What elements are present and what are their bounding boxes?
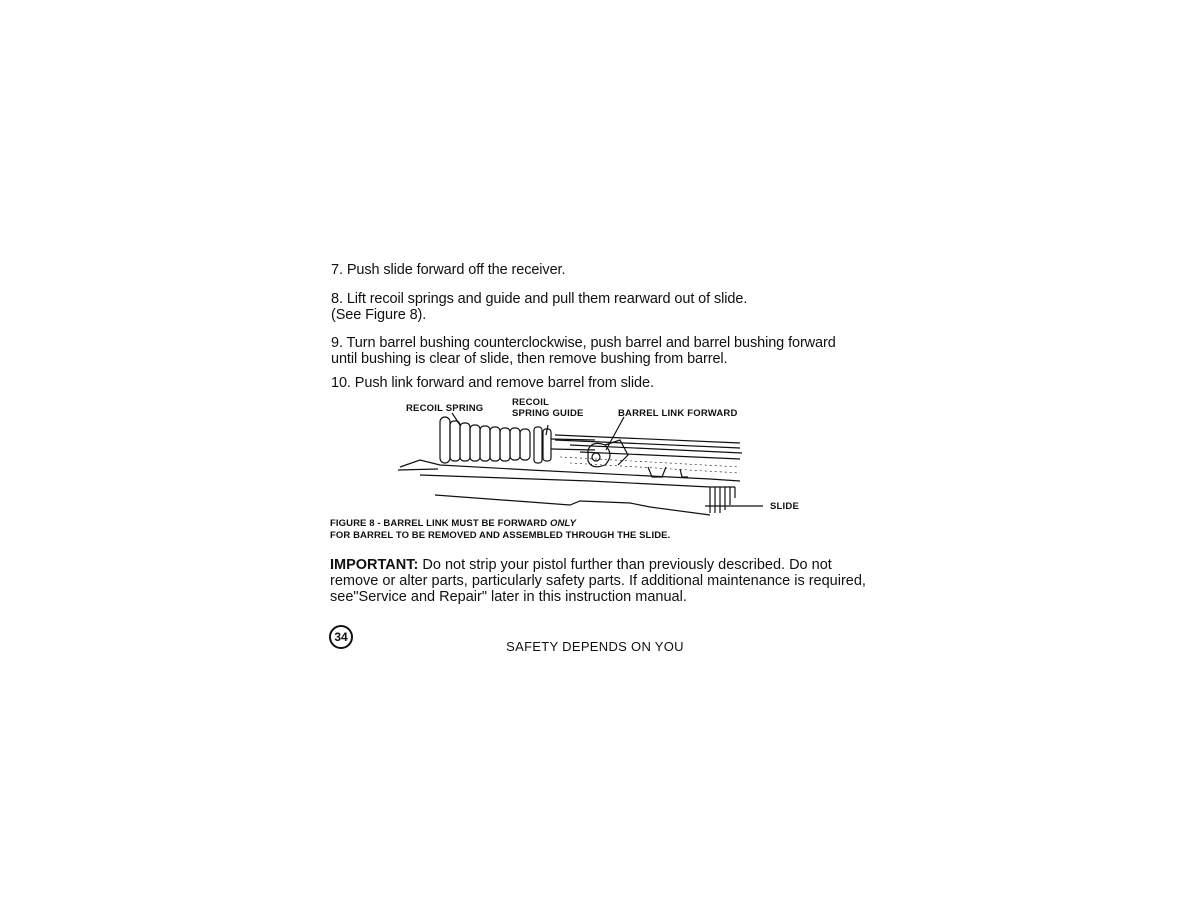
figure-caption-line2: FOR BARREL TO BE REMOVED AND ASSEMBLED THROUGH THE SLIDE. (330, 530, 671, 541)
callout-recoil-spring: RECOIL SPRING (406, 403, 484, 414)
important-label: IMPORTANT: (330, 557, 419, 573)
callout-recoil-spring-guide-line1: RECOIL (512, 397, 550, 408)
step-9-text: 9. Turn barrel bushing counterclockwise, push barrel and barrel bushing forward (331, 335, 836, 351)
figure-caption-line1: FIGURE 8 - BARREL LINK MUST BE FORWARD (330, 518, 548, 529)
step-10 (331, 375, 891, 391)
figure-caption-emphasis: ONLY (549, 518, 577, 529)
step-9 (331, 335, 891, 367)
page-number: 34 (334, 630, 348, 644)
step-8 (331, 291, 891, 323)
step-10-text: 10. Push link forward and remove barrel from slide. (331, 375, 654, 391)
figure-caption (330, 518, 576, 529)
callout-barrel-link-forward: BARREL LINK FORWARD (618, 408, 738, 419)
step-9-text-line2: until bushing is clear of slide, then remove bushing from barrel. (331, 351, 728, 367)
callout-slide: SLIDE (770, 501, 799, 512)
figure-8-illustration (380, 395, 820, 525)
step-8-text-line2: (See Figure 8). (331, 307, 427, 323)
important-notice (330, 557, 870, 605)
step-7-text: 7. Push slide forward off the receiver. (331, 262, 566, 278)
callout-recoil-spring-guide-line2: SPRING GUIDE (512, 408, 584, 419)
callout-recoil-spring-guide (512, 397, 584, 419)
important-text: Do not strip your pistol further than previously described. Do not remove or alter parts, particularly safety parts. If additional maintenance is required, see"Service and Repair" later in this instruction manual. (330, 557, 866, 605)
step-8-text: 8. Lift recoil springs and guide and pull them rearward out of slide. (331, 291, 748, 307)
page-footer (0, 639, 1188, 654)
footer-text: SAFETY DEPENDS ON YOU (506, 639, 684, 654)
step-7 (331, 262, 891, 278)
